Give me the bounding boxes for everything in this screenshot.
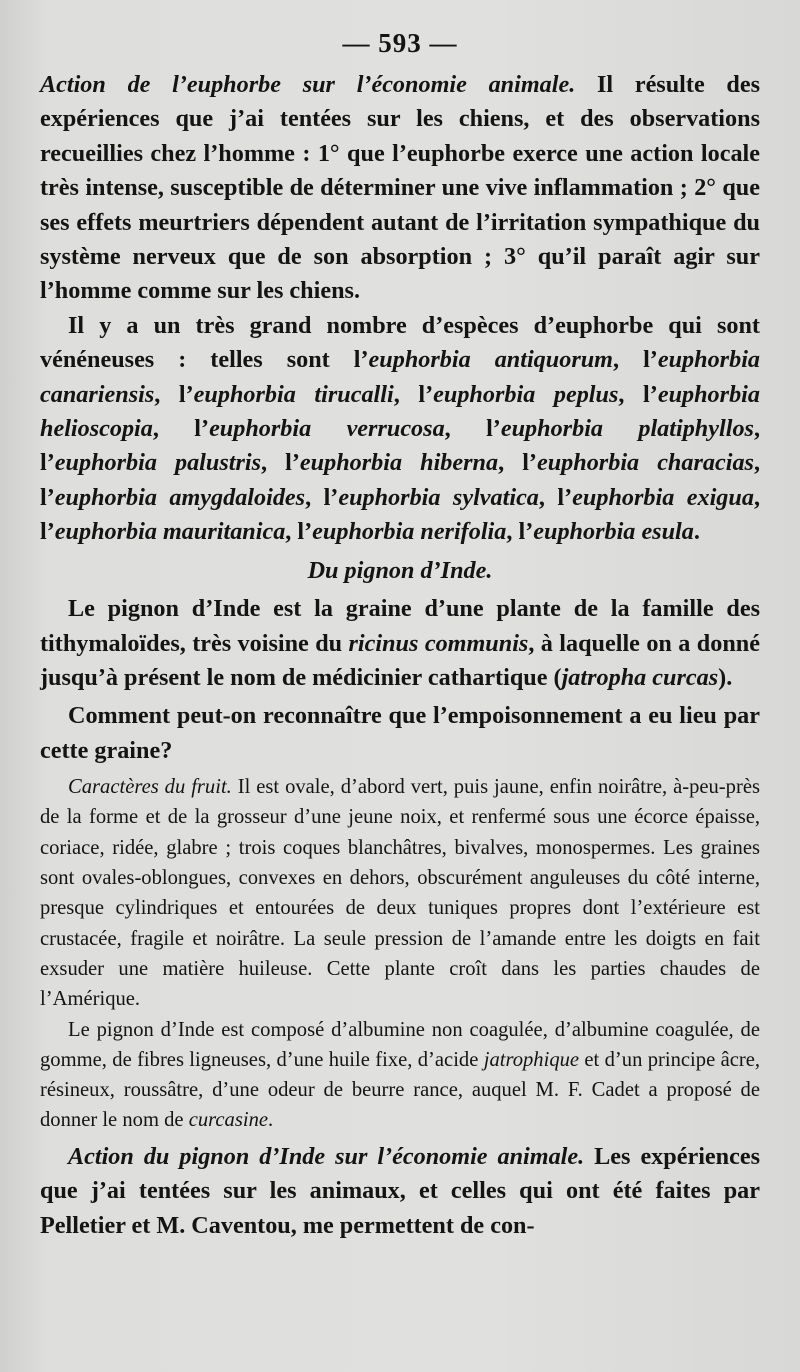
- paragraph-euphorbia-species: Il y a un très grand nombre d’espèces d’euphorbe qui sont vénéneuses : telles sont l’euphorbia antiquorum, l’euphorbia canariensis, l’euphorbia tirucalli, l’euphorbia peplus, l’euphorbia helioscopia, l’euphorbia verrucosa, l’euphorbia platiphyllos, l’euphorbia palustris, l’euphorbia hiberna, l’euphorbia characias, l’euphorbia amygdaloides, l’euphorbia sylvatica, l’euphorbia exigua, l’euphorbia mauritanica, l’euphorbia nerifolia, l’euphorbia esula.: [40, 311, 761, 546]
- acid-name: jatrophique: [483, 1048, 580, 1071]
- section-heading-pignon: Du pignon d’Inde.: [307, 556, 493, 584]
- species-name: euphorbia nerifolia: [312, 518, 507, 546]
- species-name: euphorbia amygdaloides: [54, 483, 306, 511]
- species-name: euphorbia exigua: [572, 483, 754, 511]
- paragraph-euphorbe-action: [40, 68, 760, 309]
- paragraph-text: Il est ovale, d’abord vert, puis jaune, enfin noirâtre, à-peu-près de la forme et de la grosseur d’une jeune noix, et renfermé sous une écorce épaisse, coriace, ridée, glabre ; trois coques blanchâtres, bivalves, monospermes. Les graines sont ovales-oblongues, convexes en dehors, obscurément anguleuses du côté interne, presque cylindriques et entourées de deux tuniques propres dont l’extérieure est crustacée, fragile et noirâtre. La seule pression de l’amande entre les doigts en fait exsuder une matière huileuse. Cette plante croît dans les parties chaudes de l’Amérique.: [40, 776, 760, 1011]
- paragraph-text: Les expériences que j’ai tentées sur les animaux, et celles qui ont été faites par Pelletier et M. Caventou, me permettent de con-: [40, 1142, 760, 1239]
- species-name: euphorbia canariensis: [40, 346, 761, 408]
- species-name: euphorbia palustris: [54, 449, 262, 477]
- paragraph-text: Il y a un très grand nombre d’espèces d’euphorbe qui sont vénéneuses : telles sont: [40, 311, 760, 374]
- paragraph-text: , à laquelle on a donné jusqu’à présent le nom de médicinier cathartique (: [40, 629, 760, 691]
- paragraph-text: Le pignon d’Inde est composé d’albumine non coagulée, d’albumine coagulée, de gomme, de fibres ligneuses, d’une huile fixe, d’acide: [40, 1018, 760, 1071]
- species-name: euphorbia characias: [536, 449, 754, 477]
- species-name: euphorbia esula: [533, 518, 694, 546]
- paragraph-text: .: [268, 1109, 274, 1132]
- page-number: — 593 —: [342, 28, 458, 58]
- species-name: euphorbia peplus: [433, 380, 619, 408]
- paragraph-pignon-description: [40, 592, 760, 695]
- species-name: euphorbia mauritanica: [54, 518, 286, 546]
- paragraph-text: ).: [718, 663, 733, 691]
- species-name: euphorbia tirucalli: [193, 380, 394, 408]
- paragraph-text: Le pignon d’Inde est la graine d’une plante de la famille des tithymaloïdes, très voisine du: [40, 595, 760, 657]
- species-name: euphorbia helioscopia: [40, 380, 760, 443]
- species-name: euphorbia verrucosa: [209, 415, 445, 443]
- paragraph-pignon-action: [40, 1140, 760, 1243]
- fruit-label: Caractères du fruit.: [68, 776, 232, 799]
- species-name: euphorbia platiphyllos: [500, 415, 754, 443]
- paragraph-question: Comment peut-on reconnaître que l’empoisonnement a eu lieu par cette graine?: [40, 702, 760, 764]
- paragraph-text: Il résulte des expériences que j’ai tentées sur les chiens, et des observations recueillies chez l’homme : 1° que l’euphorbe exerce une action locale très intense, susceptible de déterminer une vive inflammation ; 2° que ses effets meurtriers dépendent autant de l’irritation sympathique du système nerveux que de son absorption ; 3° qu’il paraît agir sur l’homme comme sur les chiens.: [40, 71, 761, 305]
- species-name: euphorbia antiquorum: [368, 346, 614, 374]
- paragraph-text: et d’un principe âcre, résineux, roussâtre, d’une odeur de beurre rance, auquel M. F. Cadet a proposé de donner le nom de: [40, 1048, 760, 1132]
- paragraph-composition: [40, 1015, 760, 1136]
- curcasine-name: curcasine: [188, 1109, 269, 1132]
- species-name: euphorbia sylvatica: [338, 483, 539, 511]
- latin-name-ricinus: ricinus communis: [348, 629, 529, 657]
- species-name: euphorbia hiberna: [299, 449, 499, 477]
- section-title-euphorbe: Action de l’euphorbe sur l’économie animale.: [40, 71, 576, 98]
- latin-name-jatropha: jatropha curcas: [561, 663, 719, 691]
- section-title-pignon-action: Action du pignon d’Inde sur l’économie animale.: [68, 1142, 585, 1170]
- paragraph-fruit-characters: [40, 772, 760, 1014]
